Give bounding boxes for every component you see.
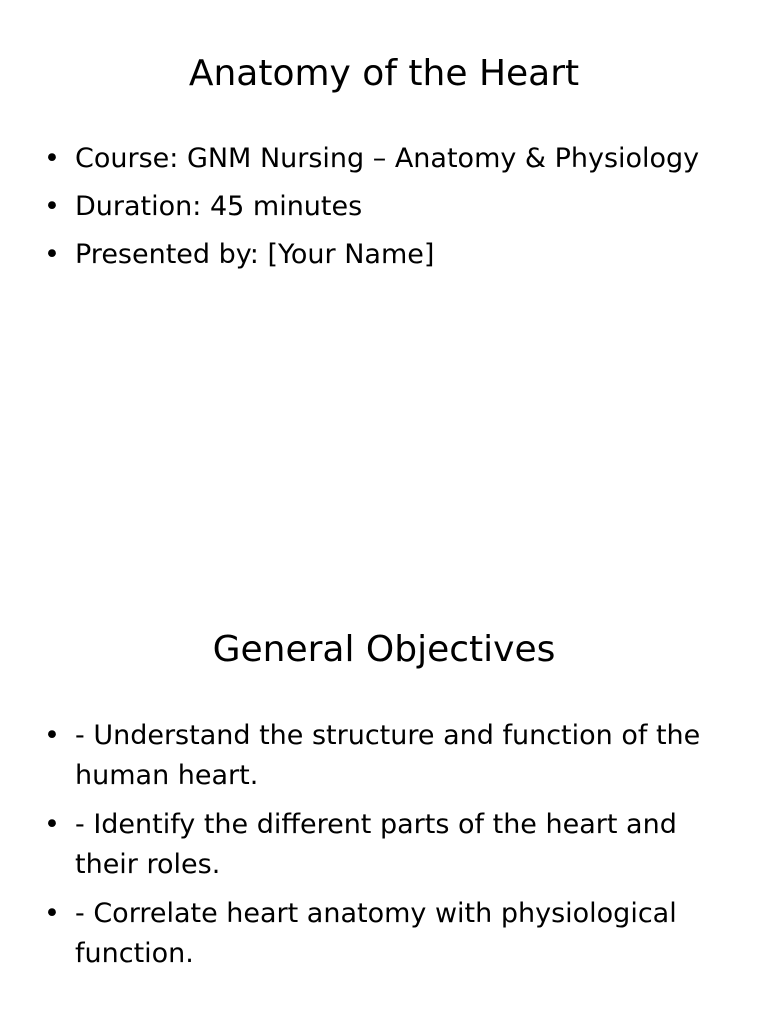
slide-title: Anatomy of the Heart bbox=[188, 53, 580, 94]
bullet-text: - Correlate heart anatomy with physiological function. bbox=[75, 898, 677, 969]
bullet-text: Course: GNM Nursing – Anatomy & Physiology bbox=[75, 143, 700, 174]
bullet-item-objective-1 bbox=[0, 716, 768, 796]
bullet-text: Presented by: [Your Name] bbox=[75, 239, 435, 270]
bullet-text: - Identify the different parts of the heart and their roles. bbox=[75, 809, 677, 880]
bullet-icon: • bbox=[44, 809, 60, 840]
bullet-text: Duration: 45 minutes bbox=[75, 191, 363, 222]
bullet-item-objective-2 bbox=[0, 805, 768, 885]
bullet-item-objective-3 bbox=[0, 894, 768, 974]
bullet-icon: • bbox=[44, 239, 60, 270]
slide-2 bbox=[0, 576, 768, 1024]
bullet-item-course bbox=[0, 139, 768, 179]
bullet-item-presenter bbox=[0, 235, 768, 275]
bullet-icon: • bbox=[44, 143, 60, 174]
bullet-icon: • bbox=[44, 191, 60, 222]
bullet-icon: • bbox=[44, 898, 60, 929]
bullet-icon: • bbox=[44, 720, 60, 751]
slide-title: General Objectives bbox=[212, 629, 556, 670]
bullet-text: - Understand the structure and function of the human heart. bbox=[75, 720, 701, 791]
bullet-list bbox=[0, 139, 768, 283]
bullet-list bbox=[0, 716, 768, 983]
bullet-item-duration bbox=[0, 187, 768, 227]
